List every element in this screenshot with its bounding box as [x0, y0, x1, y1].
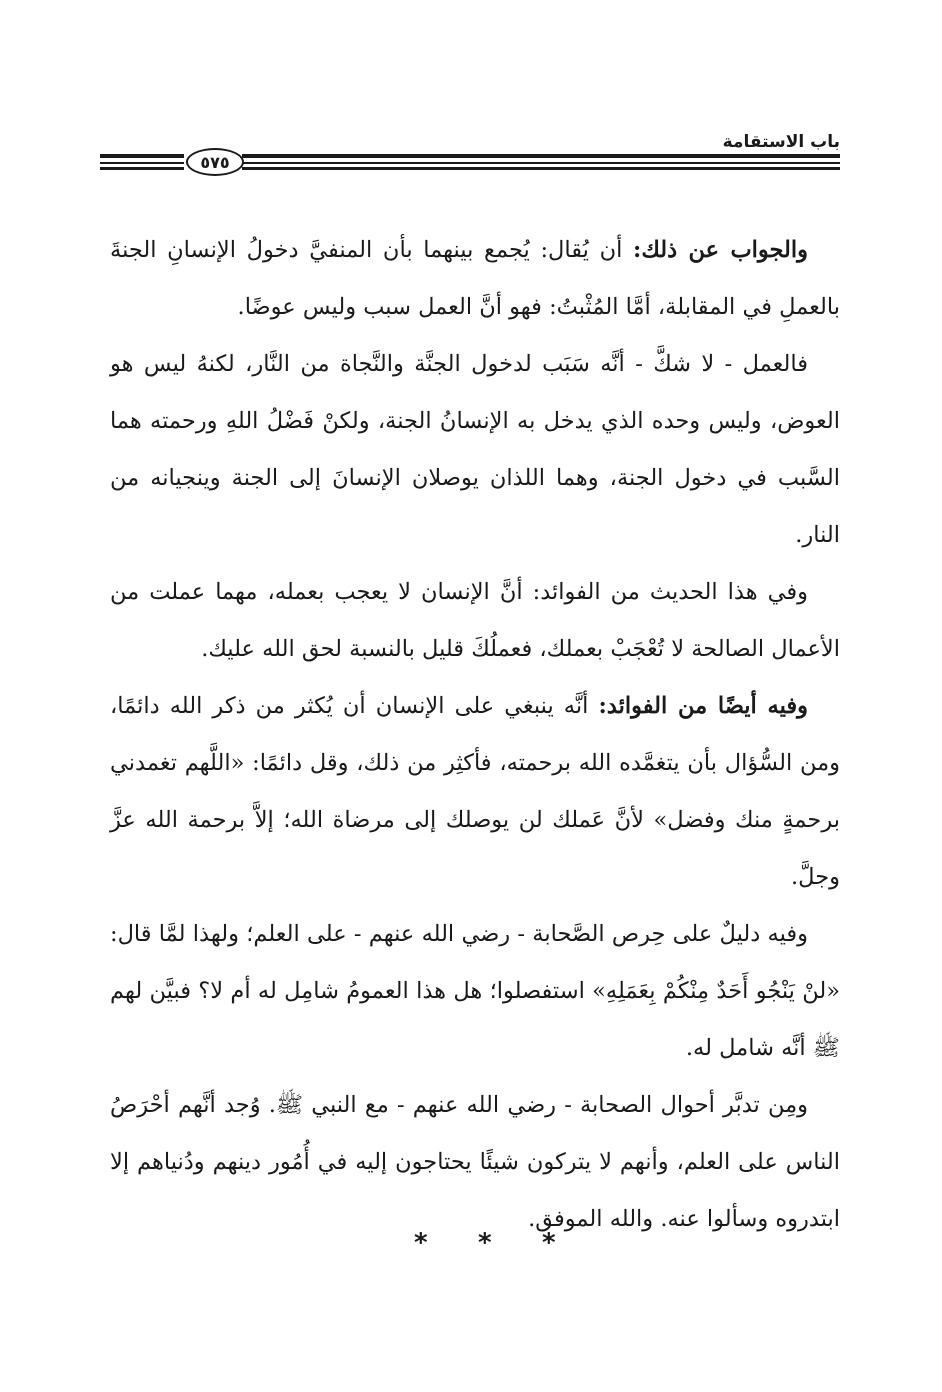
paragraph-text: وفي هذا الحديث من الفوائد: أنَّ الإنسان لا يعجب بعمله، مهما عملت من الأعمال الصالحة لا تُعْجَبْ بعملك، فعملُكَ قليل بالنسبة لحق الله عليك.: [110, 579, 840, 662]
chapter-title: باب الاستقامة: [722, 132, 840, 152]
page-header: [100, 132, 840, 188]
paragraph-companions-eagerness: [110, 906, 840, 1077]
section-separator: [0, 1228, 942, 1268]
header-rule-right: [242, 154, 840, 170]
separator-star: *: [414, 1228, 428, 1258]
separator-star: *: [478, 1228, 492, 1258]
paragraph-text: أن يُقال: يُجمع بينهما بأن المنفيَّ دخولُ الإنسانِ الجنةَ بالعملِ في المقابلة، أمَّا المُثْبتُ: فهو أنَّ العمل سبب وليس عوضًا.: [110, 237, 840, 320]
paragraph-work-cause: [110, 336, 840, 564]
paragraph-lead: والجواب عن ذلك:: [633, 237, 809, 263]
paragraph-answer: [110, 222, 840, 336]
paragraph-text: فالعمل - لا شكَّ - أنَّه سَبَب لدخول الجنَّة والنَّجاة من النَّار، لكنهُ ليس هو العوض، وليس وحده الذي يدخل به الإنسانُ الجنة، ولكنْ فَضْلُ اللهِ ورحمته هما السَّبب في دخول الجنة، وهما اللذان يوصلان الإنسانَ إلى الجنة وينجيانه من النار.: [110, 351, 840, 548]
page-body: [110, 222, 840, 1248]
paragraph-text: ومِن تدبَّر أحوال الصحابة - رضي الله عنهم - مع النبي ﷺ. وُجد أنَّهم أحْرَصُ الناس على العلم، وأنهم لا يتركون شيئًا يحتاجون إليه في أُمُور دينهم ودُنياهم إلا ابتدروه وسألوا عنه. والله الموفق.: [110, 1092, 840, 1232]
paragraph-text: وفيه دليلٌ على حِرص الصَّحابة - رضي الله عنهم - على العلم؛ ولهذا لمَّا قال: «لنْ يَنْجُو أَحَدٌ مِنْكُمْ بِعَمَلِهِ» استفصلوا؛ هل هذا العمومُ شامِل له أم لا؟ فبيَّن لهم ﷺ أنَّه شامل له.: [110, 921, 840, 1061]
header-rule-left: [100, 154, 184, 170]
paragraph-benefit-dhikr: [110, 678, 840, 906]
separator-star: *: [542, 1228, 556, 1258]
paragraph-companions-conduct: [110, 1077, 840, 1248]
paragraph-text: أنَّه ينبغي على الإنسان أن يُكثر من ذكر الله دائمًا، ومن السُّؤال بأن يتغمَّده الله برحمته، فأكثِر من ذلك، وقل دائمًا: «اللَّهم تغمدني برحمةٍ منك وفضل» لأنَّ عَملك لن يوصلك إلى مرضاة الله؛ إلاَّ برحمة الله عزَّ وجلَّ.: [110, 693, 840, 890]
paragraph-lead: وفيه أيضًا من الفوائد:: [598, 693, 808, 719]
paragraph-benefit-pride: [110, 564, 840, 678]
page-number: ٥٧٥: [186, 148, 244, 176]
